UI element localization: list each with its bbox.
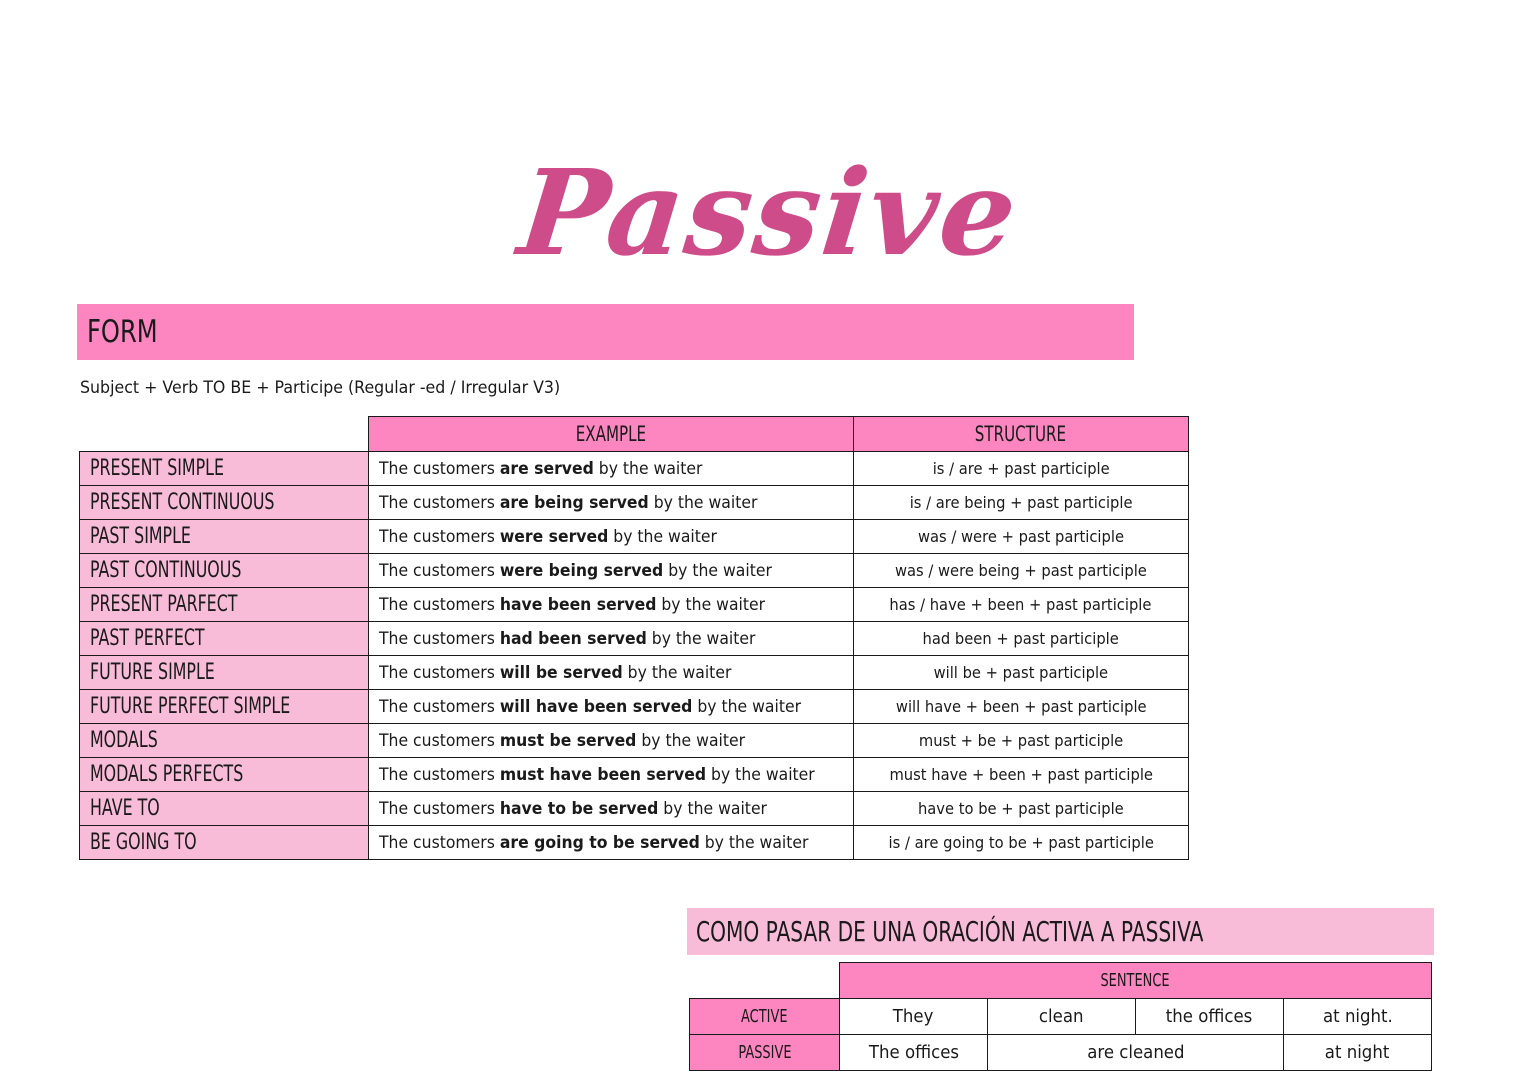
sentence-header-row xyxy=(690,963,1432,999)
example-verb: are being served xyxy=(499,492,649,513)
example-verb: will be served xyxy=(499,662,623,683)
tense-label: PAST PERFECT xyxy=(80,622,369,656)
example-text: by the waiter xyxy=(658,798,768,819)
example-text: by the waiter xyxy=(608,526,718,547)
active-subject: They xyxy=(840,999,988,1035)
active-complement: at night. xyxy=(1284,999,1432,1035)
table-row xyxy=(80,588,1189,622)
example-cell xyxy=(369,758,854,792)
passive-form-table xyxy=(79,416,1189,860)
table-row xyxy=(80,656,1189,690)
example-text: by the waiter xyxy=(706,764,815,785)
example-cell xyxy=(369,656,854,690)
structure-cell: have to be + past participle xyxy=(853,792,1188,826)
example-verb: were served xyxy=(499,526,609,547)
sentence-conversion-table xyxy=(689,962,1432,1071)
table-row xyxy=(80,622,1189,656)
page-title: Passive xyxy=(512,143,1025,282)
structure-cell: must + be + past participle xyxy=(853,724,1188,758)
example-verb: were being served xyxy=(499,560,664,581)
table-row xyxy=(80,826,1189,860)
table-row xyxy=(80,486,1189,520)
example-text: The customers xyxy=(379,560,500,581)
example-cell xyxy=(369,690,854,724)
corner-cell xyxy=(690,963,840,999)
table-row xyxy=(80,792,1189,826)
table-header-row xyxy=(80,417,1189,452)
structure-cell: had been + past participle xyxy=(853,622,1188,656)
example-text: by the waiter xyxy=(636,730,746,751)
active-label: ACTIVE xyxy=(690,999,840,1035)
example-text: by the waiter xyxy=(646,628,756,649)
active-object: the offices xyxy=(1136,999,1284,1035)
table-row xyxy=(80,724,1189,758)
tense-label: BE GOING TO xyxy=(80,826,369,860)
example-verb: are going to be served xyxy=(499,832,700,853)
example-text: The customers xyxy=(379,492,500,513)
example-text: The customers xyxy=(379,696,500,717)
tense-label: HAVE TO xyxy=(80,792,369,826)
tense-label: MODALS xyxy=(80,724,369,758)
example-text: by the waiter xyxy=(699,832,809,853)
example-text: The customers xyxy=(379,628,500,649)
example-text: by the waiter xyxy=(593,458,703,479)
structure-cell: was / were + past participle xyxy=(853,520,1188,554)
table-row xyxy=(80,554,1189,588)
example-cell xyxy=(369,486,854,520)
example-verb: had been served xyxy=(499,628,647,649)
passive-subject: The offices xyxy=(840,1035,988,1071)
example-cell xyxy=(369,588,854,622)
active-row xyxy=(690,999,1432,1035)
form-section-bar xyxy=(77,304,1134,360)
tense-label: PRESENT CONTINUOUS xyxy=(80,486,369,520)
passive-label: PASSIVE xyxy=(690,1035,840,1071)
example-cell xyxy=(369,622,854,656)
example-verb: will have been served xyxy=(499,696,693,717)
example-text: The customers xyxy=(379,798,500,819)
example-text: The customers xyxy=(379,730,500,751)
form-formula: Subject + Verb TO BE + Participe (Regular -ed / Irregular V3) xyxy=(80,378,561,398)
example-verb: have been served xyxy=(499,594,657,615)
tense-label: PAST SIMPLE xyxy=(80,520,369,554)
passive-row xyxy=(690,1035,1432,1071)
structure-cell: will be + past participle xyxy=(853,656,1188,690)
example-text: by the waiter xyxy=(692,696,802,717)
active-verb: clean xyxy=(988,999,1136,1035)
tense-label: PRESENT SIMPLE xyxy=(80,452,369,486)
structure-cell: is / are + past participle xyxy=(853,452,1188,486)
example-text: by the waiter xyxy=(656,594,766,615)
tense-label: MODALS PERFECTS xyxy=(80,758,369,792)
example-text: by the waiter xyxy=(622,662,732,683)
structure-cell: must have + been + past participle xyxy=(853,758,1188,792)
example-cell xyxy=(369,520,854,554)
example-cell xyxy=(369,792,854,826)
example-verb: must have been served xyxy=(499,764,707,785)
example-text: The customers xyxy=(379,458,500,479)
example-verb: must be served xyxy=(499,730,637,751)
conversion-section-bar xyxy=(687,908,1434,955)
example-text: The customers xyxy=(379,526,500,547)
example-text: The customers xyxy=(379,764,500,785)
table-row xyxy=(80,690,1189,724)
example-text: by the waiter xyxy=(663,560,773,581)
structure-cell: is / are being + past participle xyxy=(853,486,1188,520)
example-text: The customers xyxy=(379,832,500,853)
corner-cell xyxy=(80,417,369,452)
tense-label: FUTURE PERFECT SIMPLE xyxy=(80,690,369,724)
example-verb: are served xyxy=(499,458,594,479)
table-row xyxy=(80,758,1189,792)
structure-cell: is / are going to be + past participle xyxy=(853,826,1188,860)
structure-cell: was / were being + past participle xyxy=(853,554,1188,588)
table-row xyxy=(80,520,1189,554)
structure-cell: will have + been + past participle xyxy=(853,690,1188,724)
example-cell xyxy=(369,452,854,486)
conversion-heading: COMO PASAR DE UNA ORACIÓN ACTIVA A PASSIVA xyxy=(696,915,1204,948)
header-example: EXAMPLE xyxy=(369,417,854,452)
example-cell xyxy=(369,724,854,758)
tense-label: FUTURE SIMPLE xyxy=(80,656,369,690)
passive-verb: are cleaned xyxy=(988,1035,1284,1071)
tense-label: PRESENT PARFECT xyxy=(80,588,369,622)
table-row xyxy=(80,452,1189,486)
example-text: The customers xyxy=(379,594,500,615)
form-heading: FORM xyxy=(87,314,158,350)
example-text: by the waiter xyxy=(648,492,758,513)
sentence-header: SENTENCE xyxy=(840,963,1432,999)
example-cell xyxy=(369,554,854,588)
example-text: The customers xyxy=(379,662,500,683)
example-cell xyxy=(369,826,854,860)
tense-label: PAST CONTINUOUS xyxy=(80,554,369,588)
header-structure: STRUCTURE xyxy=(853,417,1188,452)
passive-complement: at night xyxy=(1284,1035,1432,1071)
example-verb: have to be served xyxy=(499,798,659,819)
structure-cell: has / have + been + past participle xyxy=(853,588,1188,622)
